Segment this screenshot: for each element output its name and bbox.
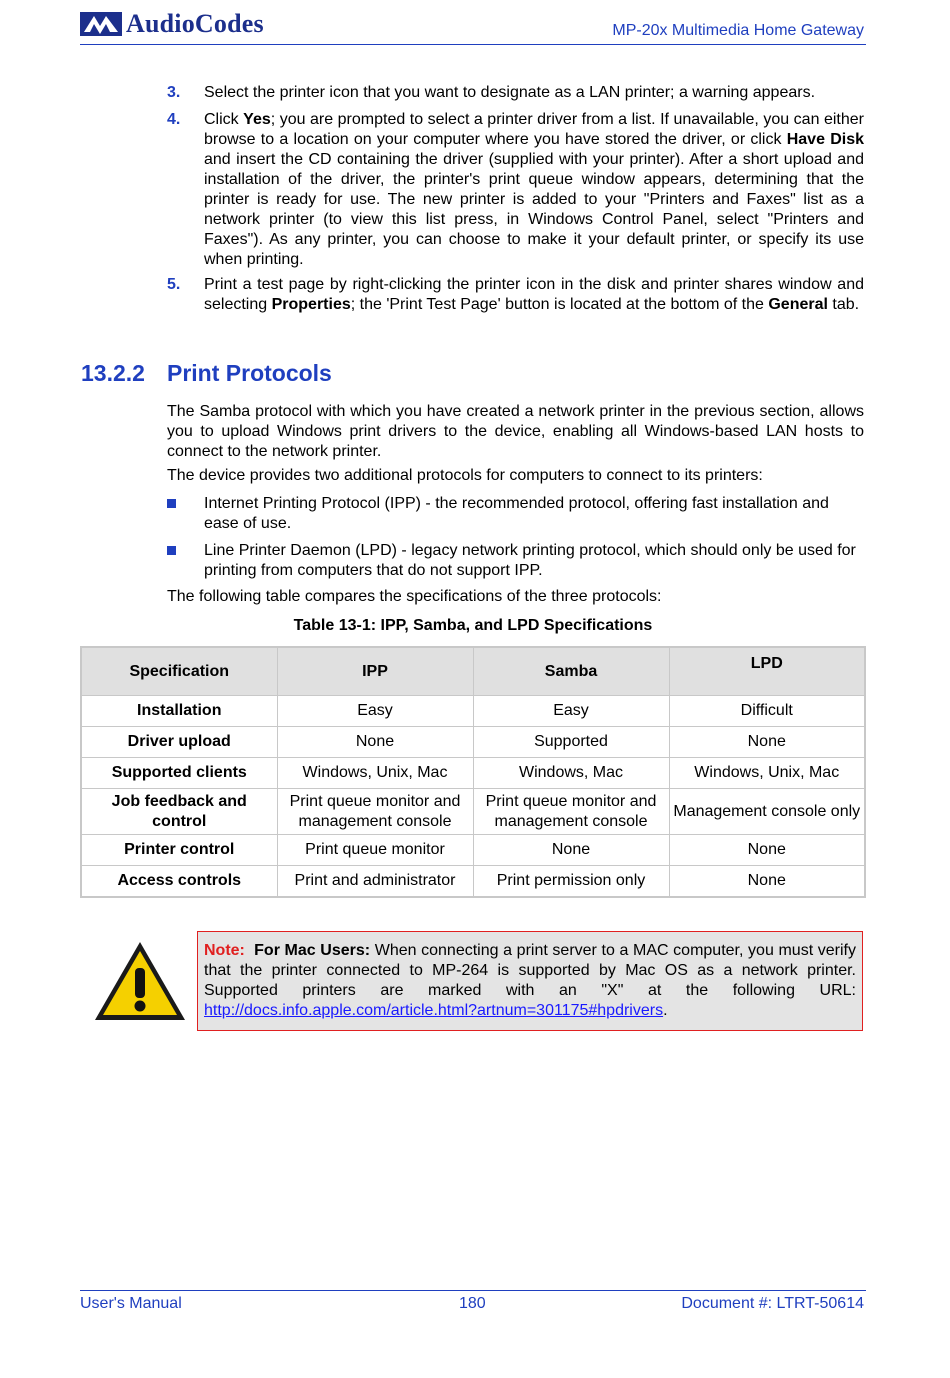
note-bold-lead: For Mac Users: [254,942,371,959]
general-term: General [768,296,828,313]
table-cell: Windows, Unix, Mac [669,758,865,789]
table-cell: None [669,866,865,898]
header-title: MP-20x Multimedia Home Gateway [612,22,864,39]
table-cell: Supported [473,727,669,758]
table-cell: Print and administrator [277,866,473,898]
table-cell: None [473,835,669,866]
note-label: Note: [204,942,245,959]
section-heading [81,360,332,387]
step-text-part: tab. [827,296,860,313]
table-header-row [81,647,865,696]
table-cell: Print permission only [473,866,669,898]
audiocodes-logo-icon [80,10,122,38]
table-row [81,727,865,758]
table-row [81,758,865,789]
step-text-part: Click [204,111,244,128]
step-text [204,83,864,103]
spec-table [80,646,866,898]
table-caption: Table 13-1: IPP, Samba, and LPD Specifications [293,617,653,634]
paragraph-samba: The Samba protocol with which you have created a network printer in the previous section, allows you to upload Windows print drivers to the device, enabling all Windows-based LAN hosts to connect to the network printer. [167,403,864,460]
table-cell: None [669,727,865,758]
step-text [204,110,864,270]
page-footer [80,1290,866,1312]
table-cell: Management console only [669,789,865,835]
step-text-part: Print a test page by right-clicking the printer icon in the disk and printer shares window and selecting [204,276,864,313]
page-header [80,8,866,45]
row-header-cell: Printer control [81,835,277,866]
note-box [197,931,863,1031]
bullet-lpd [167,541,864,581]
table-cell: Windows, Mac [473,758,669,789]
properties-term: Properties [271,296,351,313]
column-header: Samba [473,647,669,696]
table-row [81,866,865,898]
table-row [81,696,865,727]
step-text-part: ; the 'Print Test Page' button is located at the bottom of the [350,296,769,313]
row-header-cell: Access controls [81,866,277,898]
step-number: 4. [167,111,181,128]
bullet-ipp [167,494,864,534]
bullet-square-icon [167,546,176,555]
table-row [81,789,865,835]
bullet-text: Internet Printing Protocol (IPP) - the recommended protocol, offering fast installation and ease of use. [204,495,829,532]
apple-docs-link[interactable]: http://docs.info.apple.com/article.html?artnum=301175#hpdrivers [204,1002,664,1019]
bullet-text: Line Printer Daemon (LPD) - legacy network printing protocol, which should only be used for printing from computers that do not support IPP. [204,542,856,579]
logo-text: AudioCodes [126,9,264,38]
table-cell: Easy [473,696,669,727]
paragraph-table-intro: The following table compares the specifications of the three protocols: [167,588,662,605]
audiocodes-logo [80,8,264,40]
section-number: 13.2.2 [81,360,145,386]
table-cell: None [669,835,865,866]
section-title: Print Protocols [167,360,332,386]
have-disk-term: Have Disk [786,131,864,148]
column-header: IPP [277,647,473,696]
page-number: 180 [459,1295,486,1312]
step-text [204,275,864,315]
note-text: When connecting a print server to a MAC computer, you must verify that the printer connected to MP-264 is supported by Mac OS as a network printer. Supported printers are marked with an "X" at the following URL: [204,942,856,999]
step-text-part: Select the printer icon that you want to designate as a LAN printer; a warning appears. [204,84,816,101]
step-text-part: ; you are prompted to select a printer driver from a list. If unavailable, you can either browse to a location on your computer where you have stored the driver, or click [204,111,864,148]
row-header-cell: Driver upload [81,727,277,758]
table-cell: Print queue monitor [277,835,473,866]
table-row [81,835,865,866]
footer-left: User's Manual [80,1295,182,1312]
yes-term: Yes [243,111,271,128]
step-number: 3. [167,84,181,101]
step-number: 5. [167,276,181,293]
row-header-cell: Installation [81,696,277,727]
paragraph-protocols-intro: The device provides two additional protocols for computers to connect to its printers: [167,467,763,484]
row-header-cell: Supported clients [81,758,277,789]
table-cell: Easy [277,696,473,727]
step-4 [167,110,864,270]
table-cell: Difficult [669,696,865,727]
column-header: Specification [81,647,277,696]
column-header: LPD [669,647,865,696]
table-cell: Print queue monitor and management console [473,789,669,835]
row-header-cell: Job feedback and control [81,789,277,835]
table-cell: Windows, Unix, Mac [277,758,473,789]
note-end: . [663,1002,668,1019]
bullet-square-icon [167,499,176,508]
step-5 [167,275,864,315]
table-cell: None [277,727,473,758]
step-text-part: and insert the CD containing the driver (supplied with your printer). After a short upload and installation of the driver, the printer's print queue window appears, determining that the printer is ready for use. The new printer is added to your "Printers and Faxes" list as a network printer (to view this list press, in Windows Control Panel, select "Printers and Faxes"). As any printer, you can choose to make it your default printer, or specify its use when printing. [204,151,864,268]
document-number: Document #: LTRT-50614 [681,1295,864,1312]
step-3 [167,83,864,103]
table-cell: Print queue monitor and management console [277,789,473,835]
warning-icon [92,938,188,1024]
